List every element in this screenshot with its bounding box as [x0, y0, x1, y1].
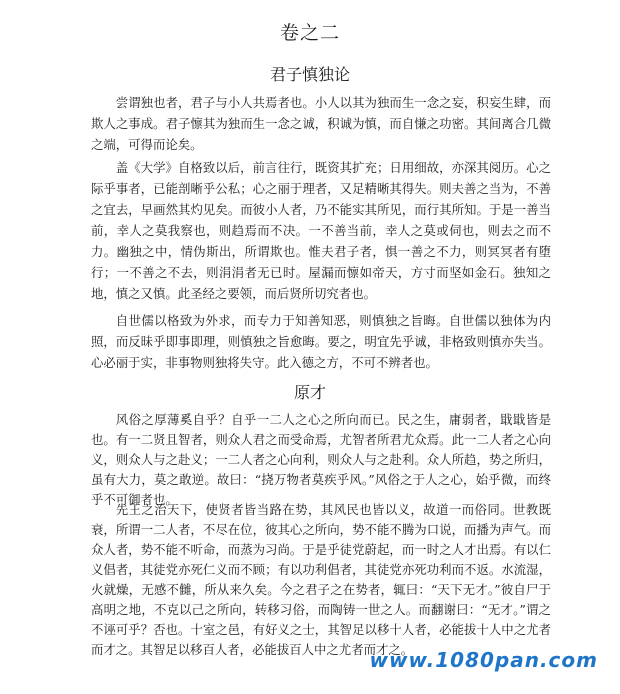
chapter-title: 卷之二: [279, 22, 340, 44]
paragraph: 自世儒以格致为外求，而专力于知善知恶，则慎独之旨晦。自世儒以独体为内照，而反昧乎即事即理，则慎独之旨愈晦。要之，明宜先乎诚，非格致则慎亦失当。心必丽于实，非事物则独将失守。此入德之方，不可不辨者也。: [91, 313, 551, 370]
watermark-logo: www.1080pan.com: [369, 648, 598, 672]
paragraph: 风俗之厚薄奚自乎？自乎一二人之心之所向而已。民之生，庸弱者，戢戢皆是也。有一二贤且智者，则众人君之而受命焉，尤智者所君尤众焉。此一二人者之心向义，则众人与之赴义；一二人者之心向利，则众人与之赴利。众人所趋，势之所归，虽有大力，莫之敢逆。故曰：“挠万物者莫疾乎风。”风俗之于人之心，始乎微，而终乎不可御者也。: [91, 412, 551, 507]
paragraph: 盖《大学》自格致以后，前言往行，既资其扩充；日用细故，亦深其阅历。心之际乎事者，已能剖晰乎公私；心之丽于理者，又足精晰其得失。则夫善之当为，不善之宜去，早画然其灼见矣。而彼小人者，乃不能实其所见，而行其所知。于是一善当前，幸人之莫我察也，则趋焉而不决。一不善当前，幸人之莫或伺也，则去之而不力。幽独之中，情伪斯出，所谓欺也。惟夫君子者，惧一善之不力，则冥冥者有堕行；一不善之不去，则涓涓者无已时。屋漏而懔如帝天，方寸而坚如金石。独知之地，慎之又慎。此圣经之要领，而后贤所切究者也。: [91, 160, 551, 301]
paragraph: 先王之治天下，使贤者皆当路在势，其风民也皆以义，故道一而俗同。世教既衰，所谓一二人者，不尽在位，彼其心之所向，势不能不腾为口说，而播为声气。而众人者，势不能不听命，而蒸为习尚。于是乎徒党蔚起，而一时之人才出焉。有以仁义倡者，其徒党亦死仁义而不顾；有以功利倡者，其徒党亦死功利而不返。水流湿，火就燥，无感不雠，所从来久矣。今之君子之在势者，辄曰：“天下无才。”彼自尸于高明之地，不克以己之所向，转移习俗，而陶铸一世之人。而翻谢曰：“无才。”谓之不诬可乎？否也。十室之邑，有好义之士，其智足以移十人者，必能拔十人中之尤者而才之。其智足以移百人者，必能拔百人中之尤者而才之。: [91, 502, 551, 657]
section-title-yuancai: 原才: [293, 383, 326, 402]
section-title-junzi: 君子慎独论: [269, 65, 350, 84]
paragraph: 尝谓独也者，君子与小人共焉者也。小人以其为独而生一念之妄，积妄生肆，而欺人之事成。君子懔其为独而生一念之诚，积诚为慎，而自慊之功密。其间离合几微之端，可得而论矣。: [91, 95, 551, 152]
